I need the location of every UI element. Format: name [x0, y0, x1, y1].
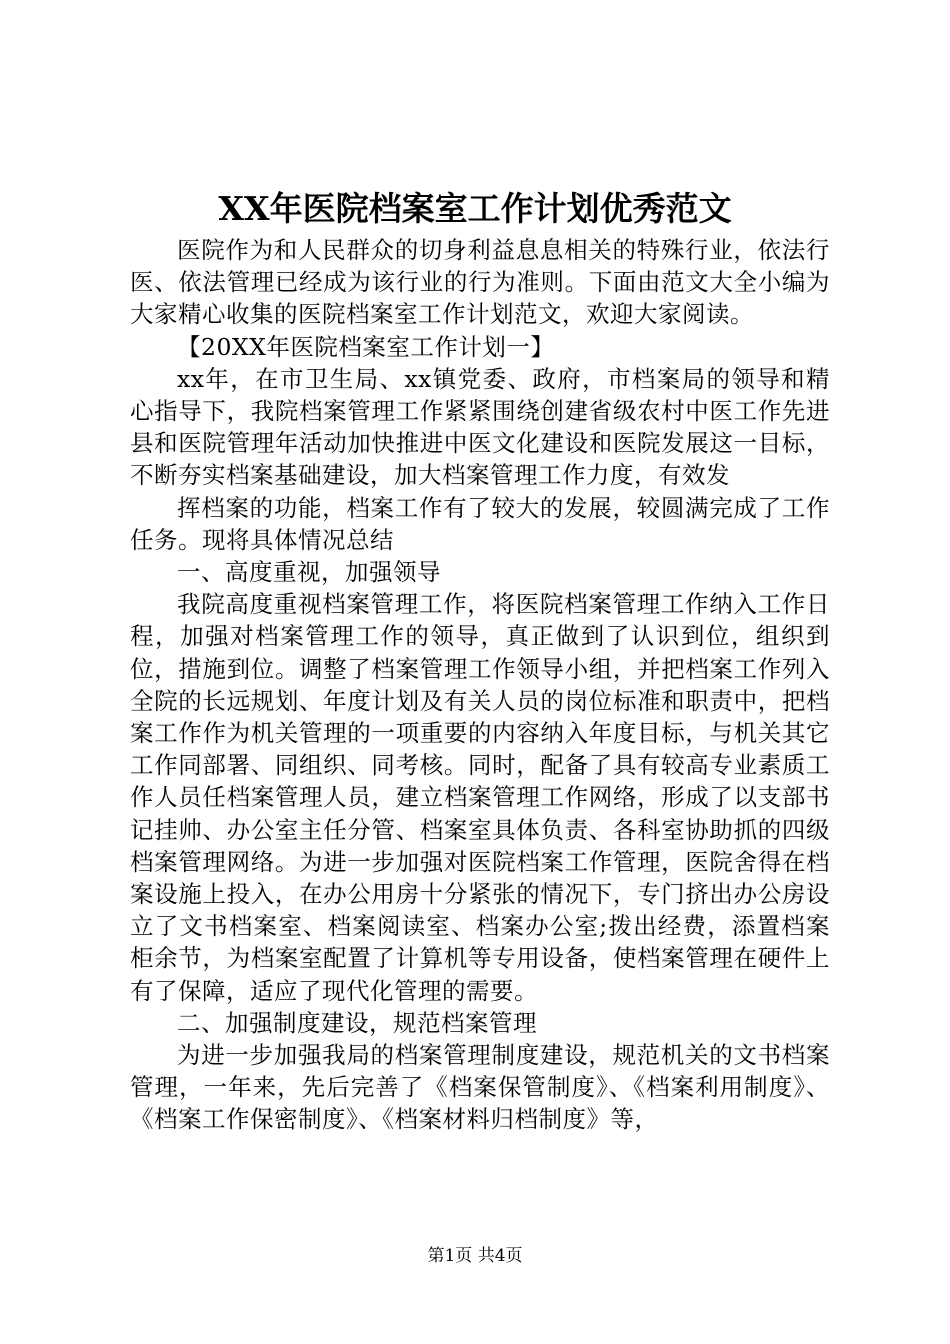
- body-paragraph: 为进一步加强我局的档案管理制度建设，规范机关的文书档案管理，一年来，先后完善了《档案保管制度》、《档案利用制度》、《档案工作保密制度》、《档案材料归档制度》等，: [130, 1041, 830, 1134]
- page-footer: 第1页 共4页: [427, 1246, 523, 1266]
- intro-paragraph: 医院作为和人民群众的切身利益息息相关的特殊行业，依法行医、依法管理已经成为该行业的行为准则。下面由范文大全小编为大家精心收集的医院档案室工作计划范文，欢迎大家阅读。: [130, 236, 830, 329]
- section-heading-one: 一、高度重视，加强领导: [177, 558, 441, 587]
- body-paragraph: 我院高度重视档案管理工作，将医院档案管理工作纳入工作日程，加强对档案管理工作的领导，真正做到了认识到位，组织到位，措施到位。调整了档案管理工作领导小组，并把档案工作列入全院的长远规划、年度计划及有关人员的岗位标准和职责中，把档案工作作为机关管理的一项重要的内容纳入年度目标，与机关其它工作同部署、同组织、同考核。同时，配备了具有较高专业素质工作人员任档案管理人员，建立档案管理工作网络，形成了以支部书记挂帅、办公室主任分管、档案室具体负责、各科室协助抓的四级档案管理网络。为进一步加强对医院档案工作管理，医院舍得在档案设施上投入，在办公用房十分紧张的情况下，专门挤出办公房设立了文书档案室、档案阅读室、档案办公室;拨出经费，添置档案柜余节，为档案室配置了计算机等专用设备，使档案管理在硬件上有了保障，适应了现代化管理的需要。: [130, 590, 830, 1005]
- section-heading-two: 二、加强制度建设，规范档案管理: [177, 1008, 537, 1037]
- body-paragraph: 挥档案的功能，档案工作有了较大的发展，较圆满完成了工作任务。现将具体情况总结: [130, 493, 830, 554]
- document-body: [130, 234, 830, 1136]
- body-paragraph: xx年，在市卫生局、xx镇党委、政府，市档案局的领导和精心指导下，我院档案管理工作紧紧围绕创建省级农村中医工作先进县和医院管理年活动加快推进中医文化建设和医院发展这一目标，不断夯实档案基础建设，加大档案管理工作力度，有效发: [130, 364, 830, 490]
- section-heading-plan-one: 【20XX年医院档案室工作计划一】: [177, 332, 555, 361]
- document-title: XX年医院档案室工作计划优秀范文: [218, 189, 732, 228]
